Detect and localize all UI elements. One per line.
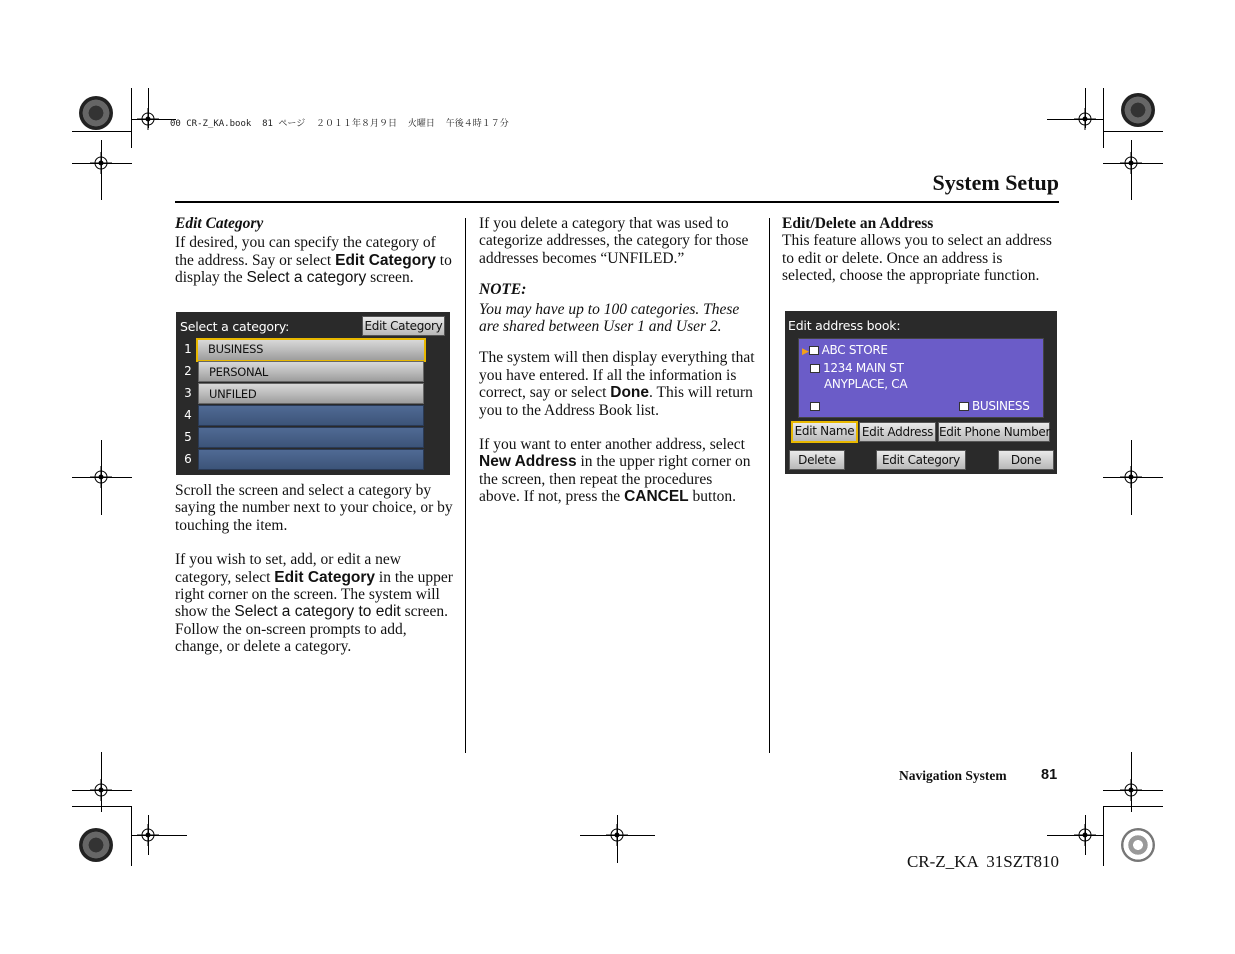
screen-title: Select a category: (180, 319, 290, 334)
address-street-line: 1234 MAIN ST (810, 361, 904, 375)
registration-burst-icon (79, 96, 113, 130)
paragraph: If you want to enter another address, select New Address in the upper right corner on the screen, then repeat the procedures above. If not, press the CANCEL button. (479, 436, 751, 506)
column-3 (782, 215, 1058, 285)
registration-burst-icon (79, 828, 113, 862)
command-text: New Address (479, 453, 577, 471)
select-category-screen (176, 312, 450, 475)
file-stamp: 00 CR-Z_KA.book 81 ページ ２０１１年８月９日 火曜日 午後４時１７分 (170, 119, 509, 129)
category-line: BUSINESS (959, 399, 1030, 413)
screen-name-text: Select a category (246, 269, 367, 287)
registration-target-icon (1120, 466, 1142, 488)
command-text: CANCEL (624, 488, 689, 506)
edit-category-button[interactable]: Edit Category (876, 450, 966, 470)
command-text: Done (610, 384, 650, 402)
registration-target-icon (90, 466, 112, 488)
registration-target-icon (90, 152, 112, 174)
edit-name-button[interactable]: Edit Name (791, 421, 858, 443)
category-row[interactable]: BUSINESS (196, 338, 426, 362)
registration-burst-icon (1121, 93, 1155, 127)
category-number: 1 (184, 342, 192, 356)
address-icon (810, 364, 820, 373)
registration-target-icon (1120, 152, 1142, 174)
phone-line (810, 399, 823, 413)
registration-target-icon (137, 108, 159, 130)
category-row[interactable]: PERSONAL (198, 361, 424, 382)
edit-address-book-screen (785, 311, 1057, 474)
footer-nav-label: Navigation System (899, 768, 1007, 783)
category-number: 4 (184, 408, 192, 422)
registration-target-icon (90, 779, 112, 801)
phone-icon (810, 402, 820, 411)
screen-title: Edit address book: (788, 318, 901, 333)
paragraph: The system will then display everything that you have entered. If all the information is correct, say or select Done. This will return you to the Address Book list. (479, 349, 755, 419)
column-2 (479, 215, 755, 506)
category-row[interactable] (198, 449, 424, 470)
done-button[interactable]: Done (998, 450, 1054, 470)
address-city-line: ANYPLACE, CA (824, 377, 908, 391)
page-number: 81 (1041, 767, 1058, 783)
paragraph: If you delete a category that was used to categorize addresses, the category for those addresses becomes “UNFILED.” (479, 215, 749, 267)
category-number: 2 (184, 364, 192, 378)
doc-code: CR-Z_KA 31SZT810 (906, 852, 1059, 871)
screen-name-text: Select a category to edit (234, 603, 401, 621)
registration-target-icon (1074, 824, 1096, 846)
paragraph: This feature allows you to select an address to edit or delete. Once an address is selected, choose the appropriate function. (782, 232, 1052, 285)
delete-button[interactable]: Delete (789, 450, 845, 470)
registration-target-icon (137, 824, 159, 846)
edit-address-button[interactable]: Edit Address (859, 422, 936, 442)
category-icon (959, 402, 969, 411)
column-1 (175, 215, 453, 287)
registration-burst-icon (1121, 828, 1155, 862)
category-number: 3 (184, 386, 192, 400)
edit-category-button[interactable]: Edit Category (362, 316, 445, 336)
paragraph: If you wish to set, add, or edit a new category, select Edit Category in the upper right corner on the screen. The system will show the Select a category to edit screen. Follow the on-screen prompts to add, change, or delete a category. (175, 551, 453, 656)
edit-delete-heading: Edit/Delete an Address (782, 215, 934, 232)
category-number: 5 (184, 430, 192, 444)
command-text: Edit Category (274, 568, 376, 586)
edit-category-heading: Edit Category (175, 215, 264, 232)
category-row[interactable] (198, 427, 424, 448)
registration-target-icon (606, 824, 628, 846)
command-text: Edit Category (335, 251, 436, 269)
column-divider (465, 218, 466, 753)
column-divider (769, 218, 770, 753)
paragraph: If desired, you can specify the category of the address. Say or select Edit Category to display the Select a category screen. (175, 234, 452, 287)
name-icon (809, 346, 819, 355)
category-row[interactable] (198, 405, 424, 426)
address-panel (798, 338, 1044, 418)
note-text: You may have up to 100 categories. These are shared between User 1 and User 2. (479, 300, 740, 336)
section-title: System Setup (932, 170, 1059, 195)
header-rule (175, 201, 1059, 203)
address-name-line: ▶ ABC STORE (802, 343, 888, 357)
category-row[interactable]: UNFILED (198, 383, 424, 404)
note-label: NOTE: (479, 281, 527, 299)
category-number: 6 (184, 452, 192, 466)
registration-target-icon (1120, 779, 1142, 801)
column-1-lower (175, 482, 453, 656)
registration-target-icon (1074, 108, 1096, 130)
edit-phone-number-button[interactable]: Edit Phone Number (938, 422, 1050, 442)
selected-arrow-icon: ▶ (802, 347, 809, 357)
paragraph: Scroll the screen and select a category by saying the number next to your choice, or by touching the item. (175, 482, 453, 534)
